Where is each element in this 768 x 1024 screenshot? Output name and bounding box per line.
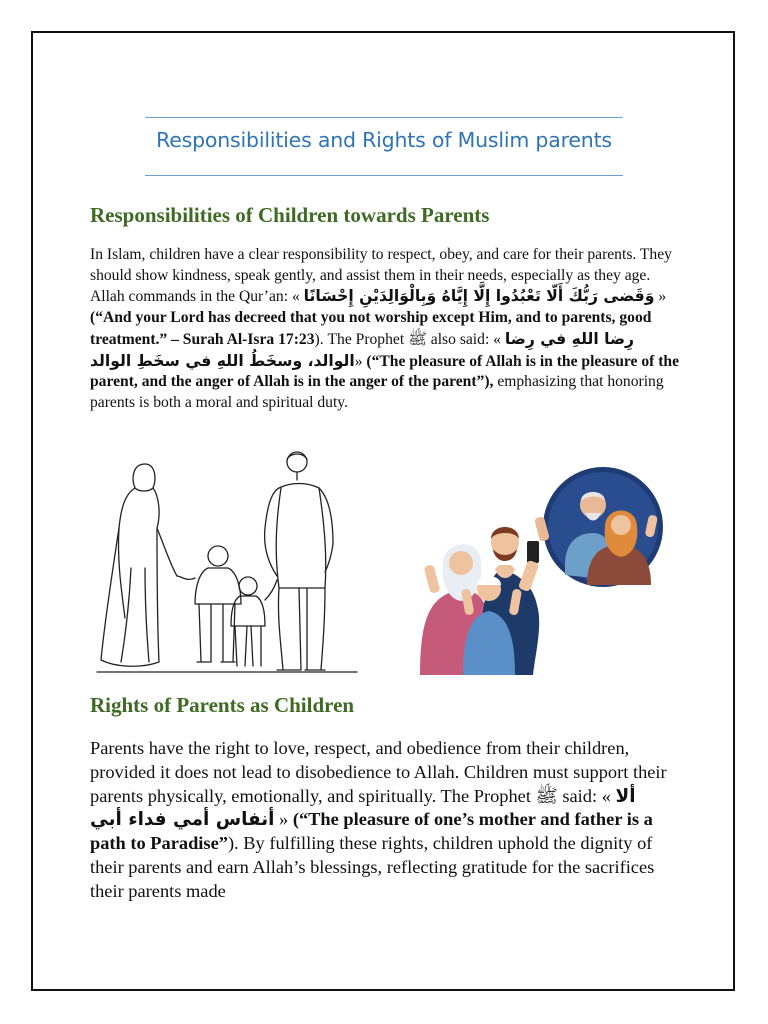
family-video-call-illustration <box>415 465 665 675</box>
s1-text-1: In Islam, children have a clear responsibility to respect, obey, and care for their parents. They should show kindness, speak gently, and assist them in their needs, especially as they age. Allah commands in the Qur’an: « <box>90 246 672 306</box>
s1-text-3: ). The Prophet ﷺ also said: « <box>314 330 501 348</box>
s2-text-1: Parents have the right to love, respect, and obedience from their children, provided it does not lead to disobedience to Allah. Children must support their parents physically, emotionally, and spiritually. The Prophet ﷺ said: « <box>90 738 667 806</box>
title-bottom-rule <box>145 175 623 176</box>
s1-text-4: » <box>354 352 367 370</box>
s1-arabic-verse: وَقَضى رَبُّكَ أَلّا تَعْبُدُوا إِلَّا إِيَّاهُ وَبِالْوَالِدَيْنِ إِحْسَانًا <box>303 287 655 306</box>
section2-heading: Rights of Parents as Children <box>90 693 355 717</box>
section1-paragraph <box>90 245 680 414</box>
s2-text-2: » <box>279 809 293 830</box>
section1-heading: Responsibilities of Children towards Parents <box>90 203 490 227</box>
s1-text-5: emphasizing that honoring parents is both a moral and spiritual duty. <box>90 373 664 411</box>
s1-arabic-hadith: رِضا اللهِ في رِضا الوالد، وسخَطُ اللهِ في سخَطِ الوالد <box>90 329 634 370</box>
family-line-drawing <box>95 448 360 676</box>
s2-arabic-hadith: ألا أنفاس أمي فداء أبي <box>90 785 636 831</box>
s2-hadith-translation: (“The pleasure of one’s mother and father is a path to Paradise” <box>90 809 653 854</box>
title-top-rule <box>145 117 623 118</box>
s1-hadith-translation: (“The pleasure of Allah is in the pleasure of the parent, and the anger of Allah is in the anger of the parent”), <box>90 352 680 391</box>
s2-text-3: ). By fulfilling these rights, children uphold the dignity of their parents and earn Allah’s blessings, reflecting gratitude for the sacrifices their parents made <box>90 833 655 901</box>
document-title: Responsibilities and Rights of Muslim parents <box>156 128 612 152</box>
s1-text-2: » <box>658 288 667 306</box>
s1-verse-translation: (“And your Lord has decreed that you not worship except Him, and to parents, good treatment.” – Surah Al-Isra 17:23 <box>90 309 652 348</box>
section2-paragraph <box>90 737 680 904</box>
